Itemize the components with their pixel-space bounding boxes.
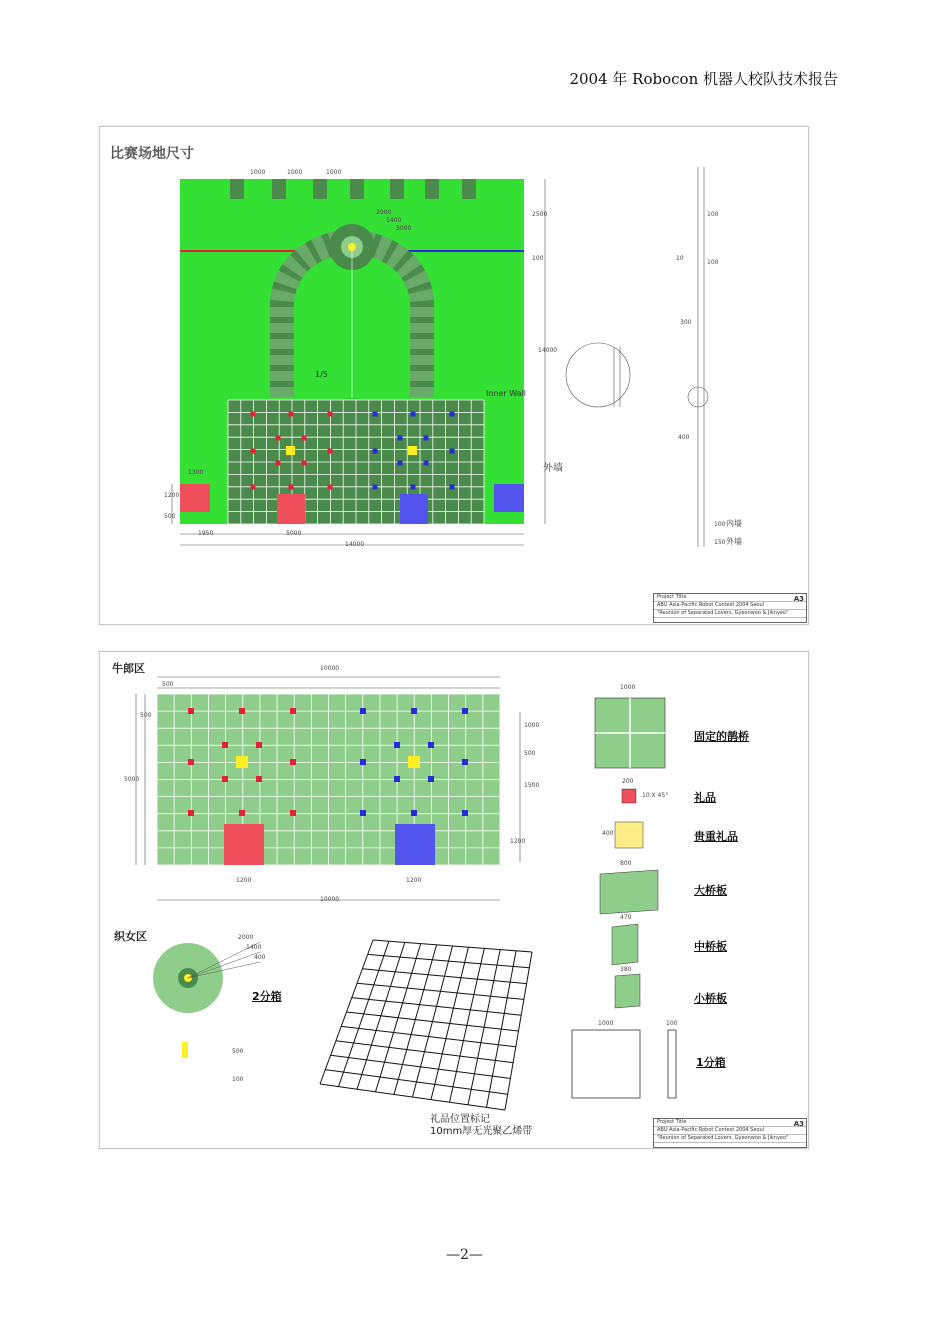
gift-marker [360, 708, 366, 714]
dim-1200: 1200 [164, 492, 180, 499]
dim-2500: 2500 [532, 211, 548, 218]
gift-marker [450, 449, 455, 454]
dim-bottom-total: 10000 [320, 896, 340, 903]
side-dim-100b: 100 [707, 259, 719, 266]
dim-small-100: 100 [232, 1076, 244, 1083]
dim-left-seg: 500 [140, 712, 152, 719]
dim-5000: 5000 [286, 530, 302, 537]
dim-top-3: 1000 [326, 169, 342, 176]
side-dim-10: 10 [676, 255, 684, 262]
dim-top-1: 1000 [250, 169, 266, 176]
legend-dim-gift-chamfer: 10 X 45° [642, 792, 669, 799]
gift-marker [188, 759, 194, 765]
inner-wall-label: Inner Wall [486, 389, 526, 398]
gift-marker [302, 436, 307, 441]
slope-label: 1/5 [315, 370, 328, 379]
dim-right-1000: 1000 [524, 722, 540, 729]
weaver-zone-title: 织女区 [114, 930, 147, 943]
valuable-gift-marker [408, 446, 417, 455]
dim-right-1200: 1200 [510, 838, 526, 845]
valuable-gift-marker [286, 446, 295, 455]
gift-marker [462, 810, 468, 816]
legend-dim-valuable: 400 [602, 830, 614, 837]
gift-position-marker-grid [320, 940, 532, 1110]
field-layout-drawing [100, 127, 808, 624]
gift-marker [188, 708, 194, 714]
legend-dim-small: 380 [620, 966, 632, 973]
legend-gift: 礼品 [694, 791, 716, 804]
legend-small-board: 小桥板 [694, 992, 727, 1005]
gift-marker [276, 436, 281, 441]
gift-marker [450, 412, 455, 417]
gift-marker [360, 810, 366, 816]
dim-right-500: 500 [524, 750, 536, 757]
valuable-gift-shape [615, 822, 643, 848]
legend-large-board: 大桥板 [694, 884, 727, 897]
zone-details-drawing [100, 652, 808, 1148]
dim-small-500: 500 [232, 1048, 244, 1055]
dim-top-seg: 500 [162, 681, 174, 688]
side-dim-150: 150 [714, 539, 726, 546]
running-header: 2004 年 Robocon 机器人校队技术报告 [569, 70, 838, 88]
red-area [224, 824, 264, 865]
gift-marker [411, 412, 416, 417]
small-bridge-board-shape [615, 974, 640, 1008]
legend-medium-board: 中桥板 [694, 940, 727, 953]
gift-marker [239, 810, 245, 816]
gift-marker [462, 708, 468, 714]
gift-marker [289, 412, 294, 417]
dim-14000-right: 14000 [538, 347, 558, 354]
gift-marker [394, 742, 400, 748]
gift-marker [188, 810, 194, 816]
red-start-zone [180, 484, 210, 512]
legend-dim-gift: 200 [622, 778, 634, 785]
gift-marker [360, 759, 366, 765]
gift-marker [398, 461, 403, 466]
dim-1300: 1300 [188, 469, 204, 476]
title-block: Project Title ABU Asia-Pacific Robot Contest 2004 Seoul "Reunion of Separated Lovers, Gyeonwoo & Jiknyeo" A3 [653, 593, 807, 623]
gift-marker [394, 776, 400, 782]
dim-left-total: 5000 [124, 776, 140, 783]
dim-circle-2: 1400 [386, 217, 402, 224]
gift-shape [622, 789, 636, 803]
zone-details-sheet [99, 651, 809, 1149]
dim-circle-400: 400 [254, 954, 266, 961]
dim-top-2: 1000 [287, 169, 303, 176]
dim-bottom-1200b: 1200 [406, 877, 422, 884]
gift-marker [328, 412, 333, 417]
gift-marker [251, 485, 256, 490]
gift-marker [328, 485, 333, 490]
gift-marker [373, 449, 378, 454]
small-gift [182, 1042, 188, 1058]
side-dim-100a: 100 [707, 211, 719, 218]
dim-circle-1400: 1400 [246, 944, 262, 951]
one-point-box-shape [572, 1030, 640, 1098]
gift-marker [411, 810, 417, 816]
gift-marker [428, 776, 434, 782]
valuable-gift-marker [236, 756, 248, 768]
gift-marker [373, 485, 378, 490]
title-block-2: Project Title ABU Asia-Pacific Robot Contest 2004 Seoul "Reunion of Separated Lovers, Gyeonwoo & Jiknyeo" A3 [653, 1118, 807, 1148]
gift-marker [428, 742, 434, 748]
gift-marker [289, 485, 294, 490]
gift-marker [239, 708, 245, 714]
gift-marker [373, 412, 378, 417]
legend-valuable-gift: 贵重礼品 [694, 830, 738, 843]
gift-marker [222, 742, 228, 748]
gift-marker [424, 461, 429, 466]
gift-marker [222, 776, 228, 782]
blue-area [395, 824, 435, 865]
legend-dim-fixed-bridge: 1000 [620, 684, 636, 691]
dim-top-total: 10000 [320, 665, 340, 672]
dim-circle-3: 3000 [396, 225, 412, 232]
gift-marker [450, 485, 455, 490]
legend-dim-box-depth: 100 [666, 1020, 678, 1027]
field-dimensions-sheet [99, 126, 809, 625]
gift-marker [290, 759, 296, 765]
gift-marker [251, 449, 256, 454]
legend-dim-medium: 470 [620, 914, 632, 921]
gift-marker [328, 449, 333, 454]
gift-marker [411, 485, 416, 490]
outer-wall-label: 外墙 [543, 463, 563, 474]
gift-marker [256, 742, 262, 748]
gift-marker [251, 412, 256, 417]
gift-marker [302, 461, 307, 466]
legend-fixed-bridge: 固定的鹊桥 [694, 730, 749, 743]
side-dim-100c: 100 [714, 521, 726, 528]
red-goal-zone [277, 494, 305, 524]
dim-bottom-1200a: 1200 [236, 877, 252, 884]
dim-1950: 1950 [198, 530, 214, 537]
side-dim-300: 300 [680, 319, 692, 326]
dim-right-1500: 1500 [524, 782, 540, 789]
dim-100: 100 [532, 255, 544, 262]
valuable-gift-marker [408, 756, 420, 768]
cowherd-zone-title: 牛郎区 [112, 662, 145, 675]
legend-one-point-box: 1分箱 [696, 1056, 726, 1069]
blue-start-zone [494, 484, 524, 512]
dim-circle-1: 2000 [376, 209, 392, 216]
page-number: —2— [446, 1247, 483, 1263]
dim-14000-bottom: 14000 [345, 541, 365, 548]
gift-marker [256, 776, 262, 782]
sheet-title: 比赛场地尺寸 [110, 146, 194, 162]
gift-marker [424, 436, 429, 441]
blue-goal-zone [400, 494, 428, 524]
gift-marker [398, 436, 403, 441]
inner-wall-side-label: 内墙 [726, 519, 742, 528]
two-point-box-label: 2分箱 [252, 990, 282, 1003]
gift-marker [462, 759, 468, 765]
outer-wall-side-label: 外墙 [726, 537, 742, 546]
medium-bridge-board-shape [612, 924, 638, 965]
side-dim-400: 400 [678, 434, 690, 441]
gift-marker-note: 礼品位置标记 10mm厚无光聚乙烯带 [430, 1114, 533, 1137]
gift-marker [276, 461, 281, 466]
large-bridge-board-shape [600, 870, 658, 914]
dim-500: 500 [164, 513, 176, 520]
legend-dim-box: 1000 [598, 1020, 614, 1027]
gift-marker [411, 708, 417, 714]
dim-circle-2000: 2000 [238, 934, 254, 941]
gift-marker [290, 810, 296, 816]
legend-dim-large: 800 [620, 860, 632, 867]
gift-marker [290, 708, 296, 714]
